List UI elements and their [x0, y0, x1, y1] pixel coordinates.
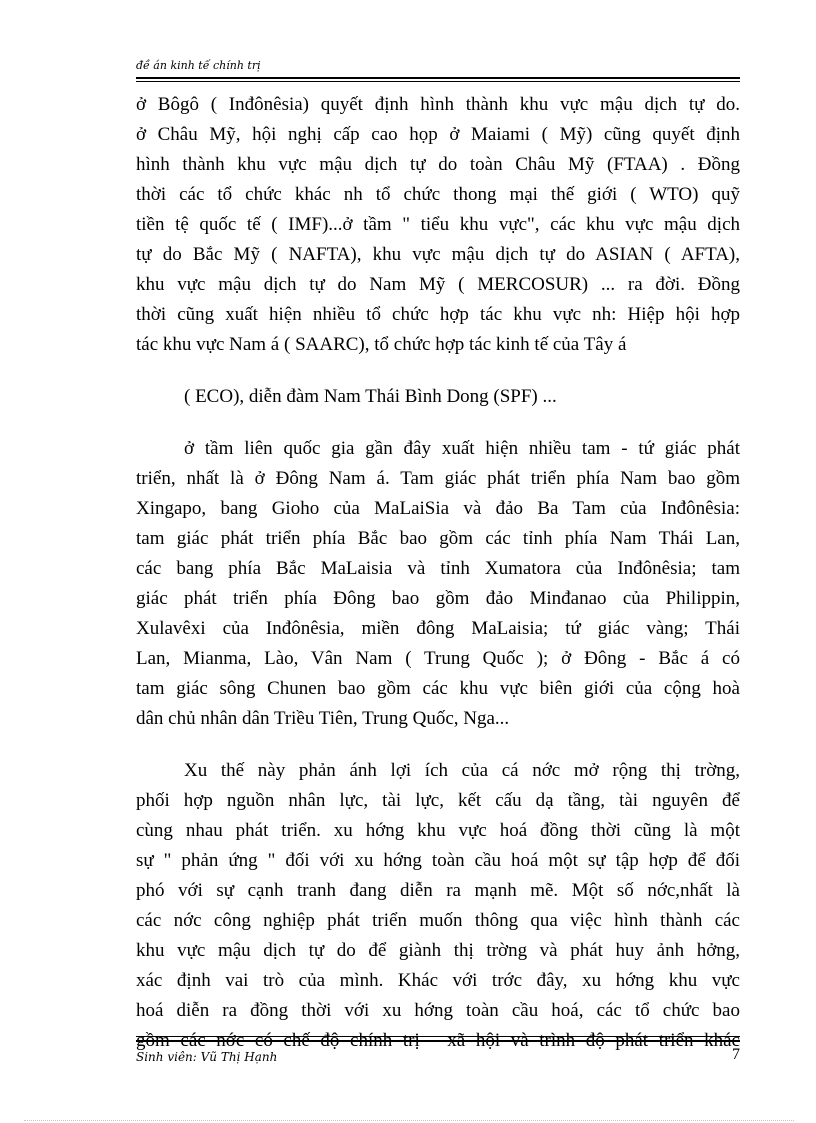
text-line: dân chủ nhân dân Triều Tiên, Trung Quốc, Nga... — [136, 708, 510, 729]
body-text — [136, 90, 740, 1056]
text-line: tiền tệ quốc tế ( IMF)...ở tầm " tiểu khu vực", các khu vực mậu dịch — [136, 214, 740, 235]
text-line: triển, nhất là ở Đông Nam á. Tam giác phát triển phía Nam bao gồm — [136, 468, 740, 489]
text-line: ở Châu Mỹ, hội nghị cấp cao họp ở Maiami ( Mỹ) cũng quyết định — [136, 124, 740, 145]
text-line: tam giác phát triển phía Bắc bao gồm các tỉnh phía Nam Thái Lan, — [136, 528, 740, 549]
text-line: ở Bôgô ( Inđônêsia) quyết định hình thành khu vực mậu dịch tự do. — [136, 94, 740, 115]
paragraph — [136, 90, 740, 360]
text-line: phối hợp nguồn nhân lực, tài lực, kết cấu dạ tầng, tài nguyên để — [136, 790, 740, 811]
text-line: phó với sự cạnh tranh đang diễn ra mạnh mẽ. Một số nớc,nhất là — [136, 880, 740, 901]
header-rule-thin — [136, 81, 740, 82]
paragraph — [136, 382, 740, 412]
text-line: khu vực mậu dịch tự do Nam Mỹ ( MERCOSUR) ... ra đời. Đồng — [136, 274, 740, 295]
footer-rule-thick — [136, 1040, 740, 1042]
text-line: hình thành khu vực mậu dịch tự do toàn Châu Mỹ (FTAA) . Đồng — [136, 154, 740, 175]
header-rule-thick — [136, 77, 740, 79]
text-line: giác phát triển phía Đông bao gồm đảo Minđanao của Philippin, — [136, 588, 740, 609]
running-header-title: đề án kinh tế chính trị — [136, 59, 261, 72]
text-line: các bang phía Bắc MaLaisia và tỉnh Xumatora của Inđônêsia; tam — [136, 558, 740, 579]
text-line: Lan, Mianma, Lào, Vân Nam ( Trung Quốc ); ở Đông - Bắc á có — [136, 648, 740, 669]
page-edge-divider — [24, 1120, 794, 1121]
footer-rule-thin — [136, 1036, 740, 1037]
text-line: tác khu vực Nam á ( SAARC), tổ chức hợp tác kinh tế của Tây á — [136, 334, 627, 355]
text-line: khu vực mậu dịch tự do để giành thị trờng và phát huy ảnh hởng, — [136, 940, 740, 961]
text-line: các nớc công nghiệp phát triển muốn thông qua việc hình thành các — [136, 910, 740, 931]
paragraph-gap — [136, 412, 740, 434]
text-line: tự do Bắc Mỹ ( NAFTA), khu vực mậu dịch tự do ASIAN ( AFTA), — [136, 244, 740, 265]
footer-author: Sinh viên: Vũ Thị Hạnh — [136, 1050, 278, 1064]
page-number: 7 — [732, 1046, 740, 1063]
paragraph-gap — [136, 360, 740, 382]
text-line: Xu thế này phản ánh lợi ích của cá nớc mở rộng thị trờng, — [184, 760, 740, 781]
paragraph — [136, 434, 740, 734]
text-line: gồm các nớc có chế độ chính trị - xã hội và trình độ phát triển khác — [136, 1030, 740, 1051]
paragraph — [136, 756, 740, 1056]
text-line: ở tầm liên quốc gia gần đây xuất hiện nhiều tam - tứ giác phát — [184, 438, 740, 459]
text-line: Xulavêxi của Inđônêsia, miền đông MaLaisia; tứ giác vàng; Thái — [136, 618, 740, 639]
text-line: tam giác sông Chunen bao gồm các khu vực biên giới của cộng hoà — [136, 678, 740, 699]
paragraph-gap — [136, 734, 740, 756]
text-line: ( ECO), diễn đàm Nam Thái Bình Dong (SPF) ... — [184, 386, 557, 407]
text-line: hoá diễn ra đồng thời với xu hớng toàn cầu hoá, các tổ chức bao — [136, 1000, 740, 1021]
text-line: sự " phản ứng " đối với xu hớng toàn cầu hoá một sự tập hợp để đối — [136, 850, 740, 871]
text-line: cùng nhau phát triển. xu hớng khu vực hoá đồng thời cũng là một — [136, 820, 740, 841]
text-line: xác định vai trò của mình. Khác với trớc đây, xu hớng khu vực — [136, 970, 740, 991]
text-line: thời các tổ chức khác nh tổ chức thong mại thế giới ( WTO) quỹ — [136, 184, 740, 205]
text-line: Xingapo, bang Gioho của MaLaiSia và đảo Ba Tam của Inđônêsia: — [136, 498, 740, 519]
text-line: thời cũng xuất hiện nhiều tổ chức hợp tác khu vực nh: Hiệp hội hợp — [136, 304, 740, 325]
